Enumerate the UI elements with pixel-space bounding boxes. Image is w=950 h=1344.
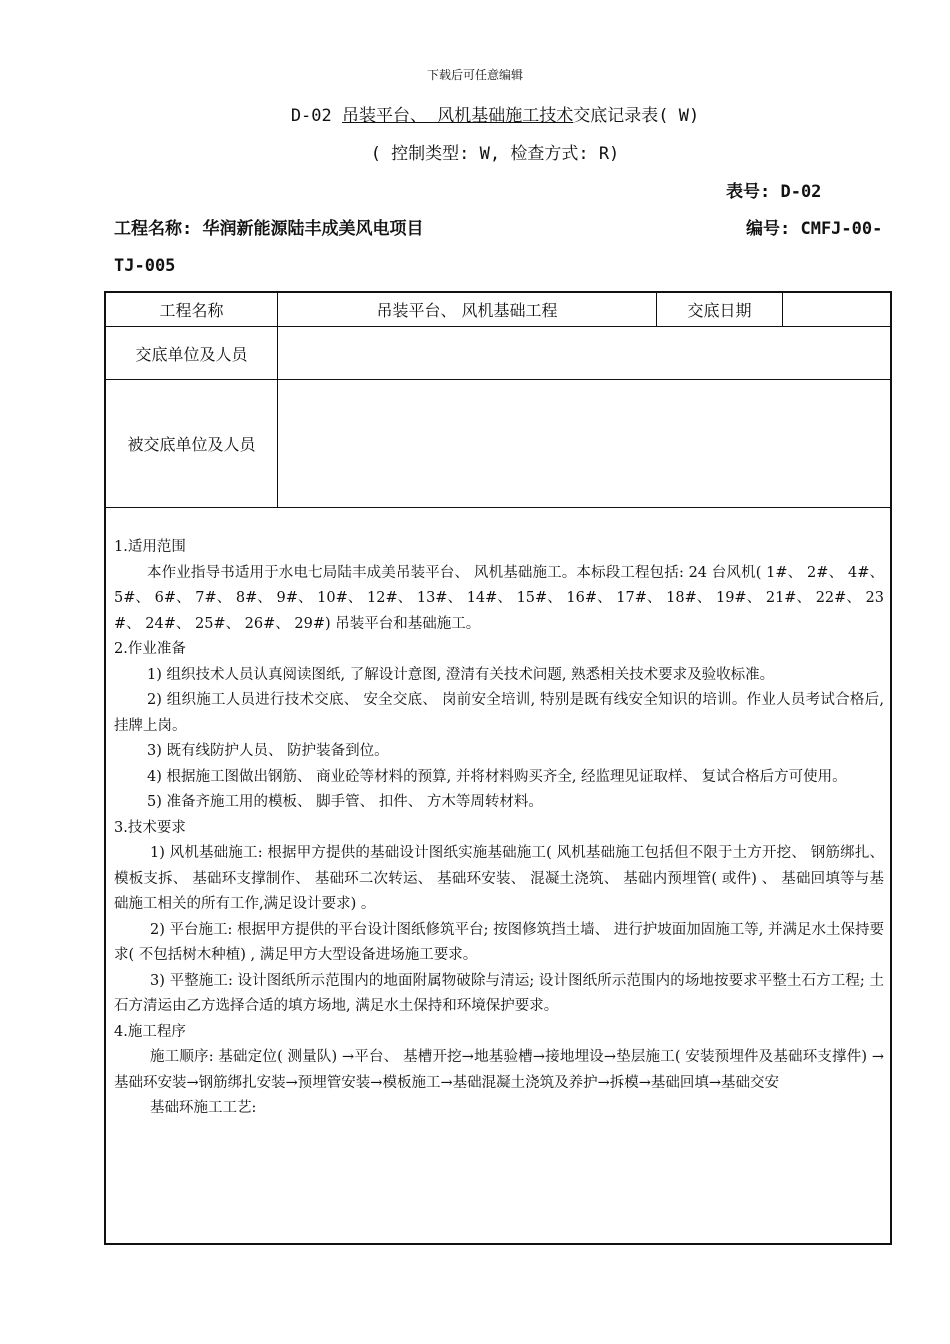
project-name-line: 工程名称: 华润新能源陆丰成美风电项目 — [114, 219, 424, 239]
title-underlined: 吊装平台、 风机基础施工技术 — [342, 106, 574, 126]
paragraph: 1) 组织技术人员认真阅读图纸, 了解设计意图, 澄清有关技术问题, 熟悉相关技术要求及验收标准。 — [147, 666, 775, 683]
discloser-value — [278, 327, 890, 379]
paragraph: 2) 组织施工人员进行技术交底、 安全交底、 岗前安全培训, 特别是既有线安全知识的培训。作业人员考试合格后, 挂牌上岗。 — [114, 692, 884, 734]
paragraph: 4) 根据施工图做出钢筋、 商业砼等材料的预算, 并将材料购买齐全, 经监理见证取样、 复试合格后方可使用。 — [147, 768, 847, 785]
title-suffix: 交底记录表( W) — [573, 106, 700, 126]
download-note: 下载后可任意编辑 — [426, 68, 523, 82]
paragraph: 3) 平整施工: 设计图纸所示范围内的地面附属物破除与清运; 设计图纸所示范围内的场地按要求平整土石方工程; 土石方清运由乙方选择合适的填方场地, 满足水土保持和环境保护要求。 — [114, 972, 884, 1014]
table-rule — [104, 507, 892, 508]
form-number: 表号: D-02 — [726, 182, 822, 202]
section-title: 4.施工程序 — [114, 1023, 186, 1040]
document-code-part1: 编号: CMFJ-00- — [746, 219, 883, 239]
title-prefix: D-02 — [290, 106, 342, 126]
recipient-label: 被交底单位及人员 — [127, 435, 256, 454]
document-code-part2: TJ-005 — [114, 256, 176, 276]
table-border-right — [890, 291, 892, 1245]
control-type-subtitle: ( 控制类型: W, 检查方式: R) — [370, 144, 620, 164]
table-border-bottom — [104, 1243, 892, 1245]
project-name-label: 工程名称 — [159, 301, 224, 320]
section-title: 1.适用范围 — [114, 539, 186, 555]
paragraph: 2) 平台施工: 根据甲方提供的平台设计图纸修筑平台; 按图修筑挡土墙、 进行护坡面加固施工等, 并满足水土保持要求( 不包括树木种植) , 满足甲方大型设备进场施工要求。 — [114, 921, 884, 963]
recipient-value — [278, 380, 890, 507]
discloser-label: 交底单位及人员 — [135, 344, 248, 364]
paragraph: 基础环施工工艺: — [150, 1100, 257, 1116]
project-name-value: 吊装平台、 风机基础工程 — [376, 301, 558, 320]
paragraph: 1) 风机基础施工: 根据甲方提供的基础设计图纸实施基础施工( 风机基础施工包括但不限于土方开挖、 钢筋绑扎、 模板支拆、 基础环支撑制作、 基础环二次转运、 基础环安装、 混凝土浇筑、 基础内预埋管( 或件) 、 基础回填等与基础施工相关的所有工作,满足设计要求) 。 — [114, 845, 884, 912]
disclosure-content — [114, 535, 884, 1122]
section-title: 3.技术要求 — [114, 819, 186, 836]
paragraph: 本作业指导书适用于水电七局陆丰成美吊装平台、 风机基础施工。本标段工程包括: 24 台风机( 1#、 2#、 4#、 5#、 6#、 7#、 8#、 9#、 10#、 12#、 13#、 14#、 15#、 16#、 17#、 18#、 19#、 21#、 22#、 23#、 24#、 25#、 26#、 29#) 吊装平台和基础施工。 — [114, 564, 884, 632]
document-title — [0, 101, 950, 126]
section-title: 2.作业准备 — [114, 641, 186, 657]
paragraph: 3) 既有线防护人员、 防护装备到位。 — [147, 743, 389, 759]
paragraph: 施工顺序: 基础定位( 测量队) →平台、 基槽开挖→地基验槽→接地埋设→垫层施工( 安装预埋件及基础环支撑件) →基础环安装→钢筋绑扎安装→预埋管安装→模板施工→基础混凝土浇筑及养护→拆模→基础回填→基础交安 — [114, 1049, 884, 1091]
disclosure-date-label: 交底日期 — [687, 301, 752, 320]
disclosure-date-value — [783, 293, 890, 326]
paragraph: 5) 准备齐施工用的模板、 脚手管、 扣件、 方木等周转材料。 — [147, 794, 543, 810]
